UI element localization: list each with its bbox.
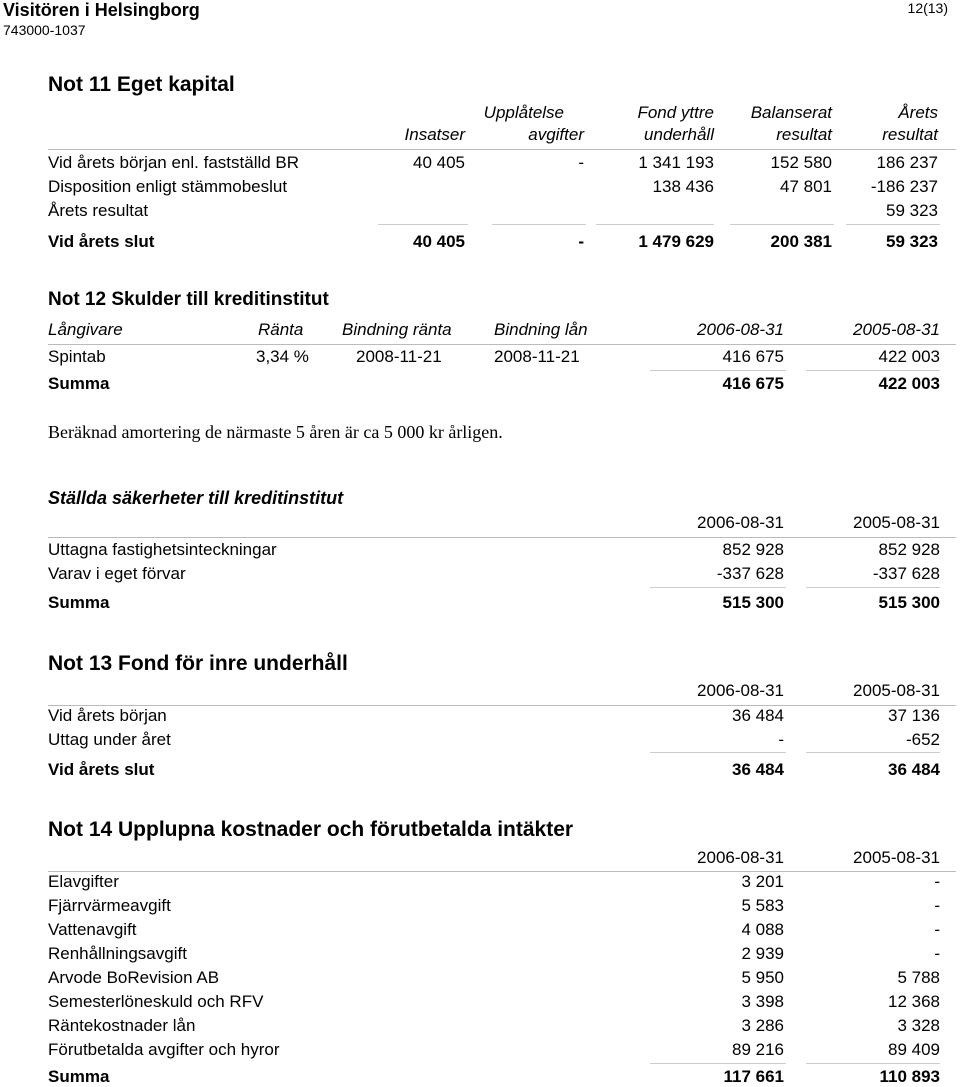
note11-total-value: 200 381 xyxy=(770,232,832,251)
note11-row-value: 59 323 xyxy=(886,201,938,220)
note12-col-rule xyxy=(806,370,940,371)
security-row-label: Varav i eget förvar xyxy=(48,564,186,583)
note14-row-value: - xyxy=(934,920,940,939)
note11-header-rule xyxy=(48,149,956,150)
security-header: 2006-08-31 xyxy=(697,513,784,532)
note12-total-value: 416 675 xyxy=(722,374,784,393)
note11-total-value: 1 479 629 xyxy=(638,232,714,251)
note11-row-value: -186 237 xyxy=(870,177,938,196)
security-row-label: Uttagna fastighetsinteckningar xyxy=(48,540,277,559)
note14-title: Not 14 Upplupna kostnader och förutbetalda intäkter xyxy=(48,818,574,841)
note12-header: Ränta xyxy=(258,320,304,339)
note14-header-rule xyxy=(48,871,956,872)
note11-row-label: Vid årets början enl. fastställd BR xyxy=(48,153,300,172)
security-header: 2005-08-31 xyxy=(853,513,940,532)
note13-header-rule xyxy=(48,705,956,706)
note11-row-label: Disposition enligt stämmobeslut xyxy=(48,177,288,196)
security-total-value: 515 300 xyxy=(722,593,784,612)
note12-title: Not 12 Skulder till kreditinstitut xyxy=(48,289,329,310)
note13-row-label: Uttag under året xyxy=(48,730,171,749)
document-title: Visitören i Helsingborg xyxy=(3,0,200,20)
note14-row-value: - xyxy=(934,872,940,891)
note11-row-value: - xyxy=(578,153,584,172)
note11-col4-bottom: resultat xyxy=(776,125,832,144)
note13-header: 2006-08-31 xyxy=(697,681,784,700)
note14-header: 2006-08-31 xyxy=(697,848,784,867)
note11-row-value: 47 801 xyxy=(780,177,832,196)
note12-row-cell: Spintab xyxy=(48,347,106,366)
note13-header: 2005-08-31 xyxy=(853,681,940,700)
note14-row-value: 4 088 xyxy=(741,920,784,939)
note14-row-value: 2 939 xyxy=(741,944,784,963)
security-col-rule xyxy=(650,587,786,588)
note13-title: Not 13 Fond för inre underhåll xyxy=(48,652,348,675)
note12-header-rule xyxy=(48,344,956,345)
note13-total-label: Vid årets slut xyxy=(48,760,155,779)
note14-row-value: 3 286 xyxy=(741,1016,784,1035)
note14-row-value: 3 398 xyxy=(741,992,784,1011)
note12-header: Långivare xyxy=(48,320,123,339)
security-row-value: -337 628 xyxy=(716,564,784,583)
note11-col3-top: Fond yttre xyxy=(637,103,714,122)
note11-row-value: 138 436 xyxy=(652,177,714,196)
security-total-value: 515 300 xyxy=(878,593,940,612)
note14-total-value: 117 661 xyxy=(723,1067,784,1086)
security-total-label: Summa xyxy=(48,593,110,612)
note12-header: 2005-08-31 xyxy=(853,320,940,339)
note13-col-rule xyxy=(806,752,940,753)
security-header-rule xyxy=(48,537,956,538)
org-number: 743000-1037 xyxy=(3,22,86,38)
note12-row-cell: 2008-11-21 xyxy=(356,347,442,366)
note14-row-value: 89 216 xyxy=(732,1040,784,1059)
note11-total-value: - xyxy=(578,232,584,251)
note11-col-rule xyxy=(492,224,586,225)
note13-row-label: Vid årets början xyxy=(48,706,167,725)
note12-col-rule xyxy=(650,370,786,371)
note11-col4-top: Balanserat xyxy=(750,103,832,122)
note12-row-cell: 422 003 xyxy=(878,347,940,366)
note13-row-value: 36 484 xyxy=(732,706,784,725)
note14-header: 2005-08-31 xyxy=(853,848,940,867)
note14-row-value: 3 328 xyxy=(897,1016,940,1035)
note11-col1-bottom: Insatser xyxy=(404,125,465,144)
note11-total-value: 40 405 xyxy=(413,232,465,251)
note11-row-label: Årets resultat xyxy=(48,201,149,220)
note12-header: 2006-08-31 xyxy=(697,320,784,339)
note14-row-label: Vattenavgift xyxy=(48,920,137,939)
note14-col-rule xyxy=(806,1063,940,1064)
note13-total-value: 36 484 xyxy=(732,760,784,779)
note14-total-value: 110 893 xyxy=(879,1067,940,1086)
note12-total-label: Summa xyxy=(48,374,110,393)
note11-total-label: Vid årets slut xyxy=(48,232,155,251)
note11-title: Not 11 Eget kapital xyxy=(48,73,235,96)
note11-total-value: 59 323 xyxy=(886,232,938,251)
note12-row-cell: 3,34 % xyxy=(256,347,309,366)
note12-row-cell: 416 675 xyxy=(722,347,784,366)
note14-row-value: 5 788 xyxy=(897,968,940,987)
security-row-value: 852 928 xyxy=(722,540,784,559)
note12-header: Bindning lån xyxy=(494,320,588,339)
note13-total-value: 36 484 xyxy=(888,760,940,779)
note12-total-value: 422 003 xyxy=(878,374,940,393)
page-number: 12(13) xyxy=(907,0,948,16)
security-row-value: 852 928 xyxy=(878,540,940,559)
note14-row-label: Fjärrvärmeavgift xyxy=(48,896,171,915)
note14-col-rule xyxy=(650,1063,786,1064)
note11-col2-top: Upplåtelse xyxy=(483,103,564,122)
note13-row-value: 37 136 xyxy=(888,706,940,725)
note12-header: Bindning ränta xyxy=(342,320,452,339)
note13-row-value: - xyxy=(778,730,784,749)
note11-col5-bottom: resultat xyxy=(882,125,938,144)
note11-row-value: 186 237 xyxy=(876,153,938,172)
security-row-value: -337 628 xyxy=(872,564,940,583)
note14-row-value: - xyxy=(934,944,940,963)
note11-col2-bottom: avgifter xyxy=(528,125,584,144)
note14-row-value: 12 368 xyxy=(888,992,940,1011)
note12-row-cell: 2008-11-21 xyxy=(494,347,580,366)
note14-row-label: Förutbetalda avgifter och hyror xyxy=(48,1040,280,1059)
note11-row-value: 152 580 xyxy=(770,153,832,172)
note14-row-label: Elavgifter xyxy=(48,872,119,891)
note12-amortization-note: Beräknad amortering de närmaste 5 åren är ca 5 000 kr årligen. xyxy=(48,422,503,442)
security-col-rule xyxy=(806,587,940,588)
note11-col3-bottom: underhåll xyxy=(644,125,714,144)
note11-col-rule xyxy=(596,224,714,225)
note14-row-value: 5 583 xyxy=(741,896,784,915)
note14-row-label: Renhållningsavgift xyxy=(48,944,187,963)
note14-total-label: Summa xyxy=(48,1067,110,1086)
note13-col-rule xyxy=(650,752,786,753)
note11-col-rule xyxy=(378,224,468,225)
note14-row-value: 89 409 xyxy=(888,1040,940,1059)
note14-row-label: Arvode BoRevision AB xyxy=(48,968,220,987)
note14-row-value: 3 201 xyxy=(741,872,784,891)
note14-row-label: Semesterlöneskuld och RFV xyxy=(48,992,264,1011)
note11-row-value: 40 405 xyxy=(413,153,465,172)
note14-row-label: Räntekostnader lån xyxy=(48,1016,196,1035)
note11-col5-top: Årets xyxy=(898,103,938,122)
note14-row-value: - xyxy=(934,896,940,915)
note14-row-value: 5 950 xyxy=(741,968,784,987)
note13-row-value: -652 xyxy=(905,730,940,749)
note11-row-value: 1 341 193 xyxy=(638,153,714,172)
note11-col-rule xyxy=(846,224,940,225)
note11-col-rule xyxy=(730,224,834,225)
security-title: Ställda säkerheter till kreditinstitut xyxy=(48,488,344,508)
